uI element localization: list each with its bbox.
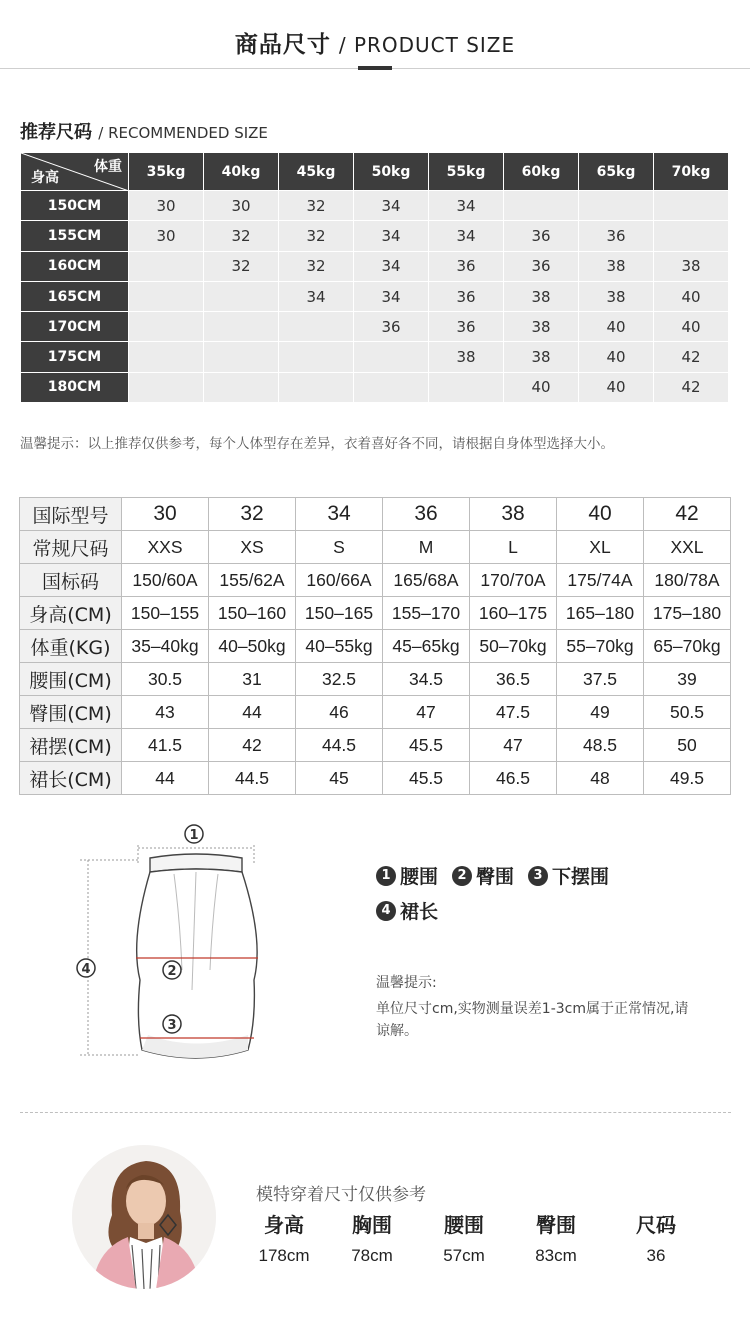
size-chart-cell: 39 — [644, 663, 731, 696]
page-title-en: / PRODUCT SIZE — [338, 33, 516, 57]
model-stat-label: 胸围 — [352, 1213, 392, 1237]
legend-item-hem — [528, 862, 609, 889]
marker-4-icon — [77, 959, 95, 977]
size-chart-row — [20, 531, 731, 564]
recommended-size-cell: 32 — [204, 221, 279, 251]
recommended-row — [21, 342, 729, 372]
recommended-row — [21, 281, 729, 311]
recommended-size-cell — [279, 342, 354, 372]
size-chart-cell: 31 — [209, 663, 296, 696]
weight-header: 50kg — [354, 153, 429, 191]
legend-label: 腰围 — [400, 866, 439, 888]
size-chart-row — [20, 498, 731, 531]
recommended-size-cell: 38 — [429, 342, 504, 372]
size-chart-cell: 32 — [209, 498, 296, 531]
marker-2-label: 2 — [167, 964, 177, 979]
size-chart-cell: 50.5 — [644, 696, 731, 729]
recommended-size-cell: 38 — [579, 251, 654, 281]
model-intro: 模特穿着尺寸仅供参考 — [256, 1185, 426, 1205]
recommended-size-cell — [429, 372, 504, 402]
size-chart-cell: XL — [557, 531, 644, 564]
size-chart-cell: 48.5 — [557, 729, 644, 762]
model-stat-height — [244, 1208, 324, 1270]
marker-3-icon — [163, 1015, 181, 1033]
size-chart-cell: 47 — [470, 729, 557, 762]
size-chart-cell: 43 — [122, 696, 209, 729]
size-chart-cell: 150–165 — [296, 597, 383, 630]
model-stat-hip — [516, 1208, 596, 1270]
recommended-size-cell: 32 — [279, 251, 354, 281]
size-chart-cell: 150–160 — [209, 597, 296, 630]
size-chart-cell: 46.5 — [470, 762, 557, 795]
recommended-size-cell: 40 — [654, 312, 729, 342]
size-chart-row — [20, 762, 731, 795]
measurement-legend — [376, 858, 623, 928]
size-chart-cell: 170/70A — [470, 564, 557, 597]
page-title-cn: 商品尺寸 — [234, 32, 331, 58]
size-chart-cell: 42 — [644, 498, 731, 531]
size-chart-cell: 34 — [296, 498, 383, 531]
recommended-size-cell: 38 — [654, 251, 729, 281]
recommended-size-cell: 38 — [579, 281, 654, 311]
model-stat-label: 臀围 — [536, 1213, 576, 1237]
recommended-size-cell — [504, 191, 579, 221]
legend-number-3-icon: 3 — [528, 866, 548, 886]
size-chart-cell: 45.5 — [383, 729, 470, 762]
recommended-size-cell: 40 — [504, 372, 579, 402]
model-stat-label: 身高 — [264, 1213, 304, 1237]
size-chart-table — [19, 497, 731, 795]
size-chart-cell: 36 — [383, 498, 470, 531]
weight-header: 35kg — [129, 153, 204, 191]
size-chart-row — [20, 696, 731, 729]
recommended-corner-cell — [21, 153, 129, 191]
legend-item-length — [376, 897, 438, 924]
size-chart-cell: 48 — [557, 762, 644, 795]
size-chart-cell: 160–175 — [470, 597, 557, 630]
skirt-illustration — [70, 820, 290, 1080]
size-chart-cell: 150–155 — [122, 597, 209, 630]
recommended-size-cell: 32 — [204, 251, 279, 281]
recommended-size-cell — [129, 342, 204, 372]
recommended-table-body — [21, 191, 729, 403]
size-chart-cell: 40 — [557, 498, 644, 531]
model-stat-bust — [332, 1208, 412, 1270]
recommended-size-cell: 42 — [654, 342, 729, 372]
page-header — [0, 0, 750, 70]
header-accent-bar — [358, 66, 392, 70]
size-chart-cell: 44.5 — [296, 729, 383, 762]
recommended-size-cell: 38 — [504, 312, 579, 342]
recommended-size-cell — [279, 312, 354, 342]
recommended-row — [21, 191, 729, 221]
size-chart-cell: 30 — [122, 498, 209, 531]
size-chart-row-label: 身高(CM) — [20, 597, 122, 630]
size-chart-cell: 50 — [644, 729, 731, 762]
size-chart-cell: 35–40kg — [122, 630, 209, 663]
size-chart-cell: 49.5 — [644, 762, 731, 795]
recommended-size-cell: 40 — [579, 372, 654, 402]
recommended-size-cell: 36 — [429, 251, 504, 281]
legend-number-1-icon: 1 — [376, 866, 396, 886]
size-chart-cell: XXL — [644, 531, 731, 564]
recommended-size-cell: 34 — [354, 281, 429, 311]
recommended-header-row — [21, 153, 729, 191]
recommended-size-cell — [204, 312, 279, 342]
model-stat-value: 36 — [646, 1246, 666, 1265]
recommended-size-cell: 42 — [654, 372, 729, 402]
height-label: 170CM — [21, 312, 129, 342]
recommended-size-cell — [204, 372, 279, 402]
size-chart-cell: 34.5 — [383, 663, 470, 696]
size-chart-row-label: 臀围(CM) — [20, 696, 122, 729]
recommended-size-cell: 30 — [204, 191, 279, 221]
size-chart-row — [20, 729, 731, 762]
size-chart-cell: 44 — [122, 762, 209, 795]
recommended-size-cell — [129, 372, 204, 402]
height-label: 165CM — [21, 281, 129, 311]
recommended-size-cell: 30 — [129, 221, 204, 251]
recommended-row — [21, 372, 729, 402]
model-stat-label: 腰围 — [444, 1213, 484, 1237]
size-chart-row — [20, 663, 731, 696]
weight-header: 40kg — [204, 153, 279, 191]
legend-number-2-icon: 2 — [452, 866, 472, 886]
legend-label: 裙长 — [400, 901, 439, 923]
recommended-size-cell — [129, 251, 204, 281]
section-divider — [20, 1112, 731, 1113]
recommended-size-cell: 30 — [129, 191, 204, 221]
size-chart-cell: 180/78A — [644, 564, 731, 597]
height-label: 180CM — [21, 372, 129, 402]
recommended-size-cell — [654, 221, 729, 251]
size-chart-cell: 50–70kg — [470, 630, 557, 663]
legend-label: 下摆围 — [552, 866, 610, 888]
recommended-size-cell: 34 — [354, 251, 429, 281]
size-chart-cell: 45–65kg — [383, 630, 470, 663]
size-chart-cell: 175–180 — [644, 597, 731, 630]
size-chart-cell: S — [296, 531, 383, 564]
recommended-size-cell — [579, 191, 654, 221]
model-stat-size — [616, 1208, 696, 1270]
size-chart-cell: 36.5 — [470, 663, 557, 696]
measurement-note-body: 单位尺寸cm,实物测量误差1-3cm属于正常情况,请谅解。 — [376, 1001, 689, 1039]
recommended-size-cell: 32 — [279, 221, 354, 251]
size-chart-cell: 65–70kg — [644, 630, 731, 663]
size-chart-cell: 160/66A — [296, 564, 383, 597]
size-chart-cell: L — [470, 531, 557, 564]
size-chart-cell: 150/60A — [122, 564, 209, 597]
size-chart-cell: 47.5 — [470, 696, 557, 729]
legend-label: 臀围 — [476, 866, 515, 888]
model-portrait-image — [72, 1145, 216, 1289]
recommended-size-cell — [354, 342, 429, 372]
recommended-size-cell — [129, 281, 204, 311]
legend-number-4-icon: 4 — [376, 901, 396, 921]
size-chart-row — [20, 564, 731, 597]
recommended-size-cell — [204, 342, 279, 372]
recommended-size-cell — [354, 372, 429, 402]
size-chart-cell: 40–55kg — [296, 630, 383, 663]
page-title — [0, 26, 750, 59]
recommended-size-cell: 36 — [354, 312, 429, 342]
size-chart-cell: 47 — [383, 696, 470, 729]
recommended-size-cell: 36 — [429, 312, 504, 342]
recommended-row — [21, 312, 729, 342]
model-stat-label: 尺码 — [636, 1213, 676, 1237]
size-chart-row-label: 常规尺码 — [20, 531, 122, 564]
recommended-size-cell: 36 — [429, 281, 504, 311]
size-chart-cell: XS — [209, 531, 296, 564]
size-chart-cell: 49 — [557, 696, 644, 729]
model-stat-value: 78cm — [351, 1246, 393, 1265]
size-chart-cell: 46 — [296, 696, 383, 729]
model-stat-value: 178cm — [258, 1246, 310, 1265]
legend-item-hip — [452, 862, 514, 889]
recommended-title-cn: 推荐尺码 — [20, 122, 92, 143]
recommended-size-table — [20, 152, 729, 403]
height-label: 150CM — [21, 191, 129, 221]
size-chart-row-label: 腰围(CM) — [20, 663, 122, 696]
recommended-size-cell: 32 — [279, 191, 354, 221]
size-chart-cell: 165–180 — [557, 597, 644, 630]
size-chart-cell: 165/68A — [383, 564, 470, 597]
recommended-size-cell: 34 — [279, 281, 354, 311]
recommended-size-cell — [654, 191, 729, 221]
recommended-row — [21, 251, 729, 281]
recommended-size-cell: 40 — [579, 342, 654, 372]
recommended-size-cell: 38 — [504, 342, 579, 372]
recommended-size-cell — [279, 372, 354, 402]
size-chart-cell: 155/62A — [209, 564, 296, 597]
size-chart-cell: XXS — [122, 531, 209, 564]
size-chart-cell: 155–170 — [383, 597, 470, 630]
marker-1-icon — [185, 825, 203, 843]
size-chart-row-label: 体重(KG) — [20, 630, 122, 663]
recommended-title-en: / RECOMMENDED SIZE — [98, 124, 268, 142]
size-chart-cell: 38 — [470, 498, 557, 531]
recommended-size-cell: 34 — [429, 221, 504, 251]
recommended-size-cell: 34 — [354, 191, 429, 221]
model-stat-value: 57cm — [443, 1246, 485, 1265]
height-label: 160CM — [21, 251, 129, 281]
skirt-measurement-diagram — [70, 820, 290, 1080]
size-chart-cell: 37.5 — [557, 663, 644, 696]
weight-header: 60kg — [504, 153, 579, 191]
model-stat-value: 83cm — [535, 1246, 577, 1265]
size-chart-cell: 44 — [209, 696, 296, 729]
recommended-size-cell: 38 — [504, 281, 579, 311]
marker-4-label: 4 — [81, 962, 91, 977]
model-stat-waist — [424, 1208, 504, 1270]
recommended-size-cell: 36 — [579, 221, 654, 251]
model-photo — [72, 1145, 216, 1289]
recommended-size-cell — [129, 312, 204, 342]
recommended-size-cell: 36 — [504, 221, 579, 251]
recommended-size-cell — [204, 281, 279, 311]
size-chart-row-label: 国际型号 — [20, 498, 122, 531]
size-chart-cell: 175/74A — [557, 564, 644, 597]
measurement-note-title: 温馨提示: — [376, 975, 437, 991]
weight-header: 70kg — [654, 153, 729, 191]
weight-header: 65kg — [579, 153, 654, 191]
size-chart-body — [20, 498, 731, 795]
size-chart-cell: 42 — [209, 729, 296, 762]
size-chart-row-label: 裙摆(CM) — [20, 729, 122, 762]
marker-1-label: 1 — [189, 828, 199, 843]
corner-height-label: 身高 — [31, 170, 59, 186]
height-label: 175CM — [21, 342, 129, 372]
marker-3-label: 3 — [167, 1018, 177, 1033]
size-chart-cell: 32.5 — [296, 663, 383, 696]
marker-2-icon — [163, 961, 181, 979]
recommended-heading — [20, 118, 268, 144]
size-chart-row-label: 国标码 — [20, 564, 122, 597]
recommended-size-cell: 34 — [354, 221, 429, 251]
legend-item-waist — [376, 862, 438, 889]
size-chart-cell: 41.5 — [122, 729, 209, 762]
recommended-size-cell: 40 — [654, 281, 729, 311]
size-chart-cell: 44.5 — [209, 762, 296, 795]
recommended-row — [21, 221, 729, 251]
recommended-size-cell: 34 — [429, 191, 504, 221]
size-chart-cell: M — [383, 531, 470, 564]
height-label: 155CM — [21, 221, 129, 251]
size-chart-cell: 30.5 — [122, 663, 209, 696]
size-chart-row — [20, 597, 731, 630]
size-chart-row-label: 裙长(CM) — [20, 762, 122, 795]
recommended-size-cell: 40 — [579, 312, 654, 342]
size-chart-cell: 45 — [296, 762, 383, 795]
corner-weight-label: 体重 — [94, 159, 122, 175]
size-chart-cell: 45.5 — [383, 762, 470, 795]
recommendation-tip: 温馨提示：以上推荐仅供参考，每个人体型存在差异，衣着喜好各不同，请根据自身体型选择大小。 — [20, 436, 614, 452]
recommended-size-cell: 36 — [504, 251, 579, 281]
size-chart-cell: 40–50kg — [209, 630, 296, 663]
weight-header: 55kg — [429, 153, 504, 191]
weight-header: 45kg — [279, 153, 354, 191]
size-chart-row — [20, 630, 731, 663]
size-chart-cell: 55–70kg — [557, 630, 644, 663]
